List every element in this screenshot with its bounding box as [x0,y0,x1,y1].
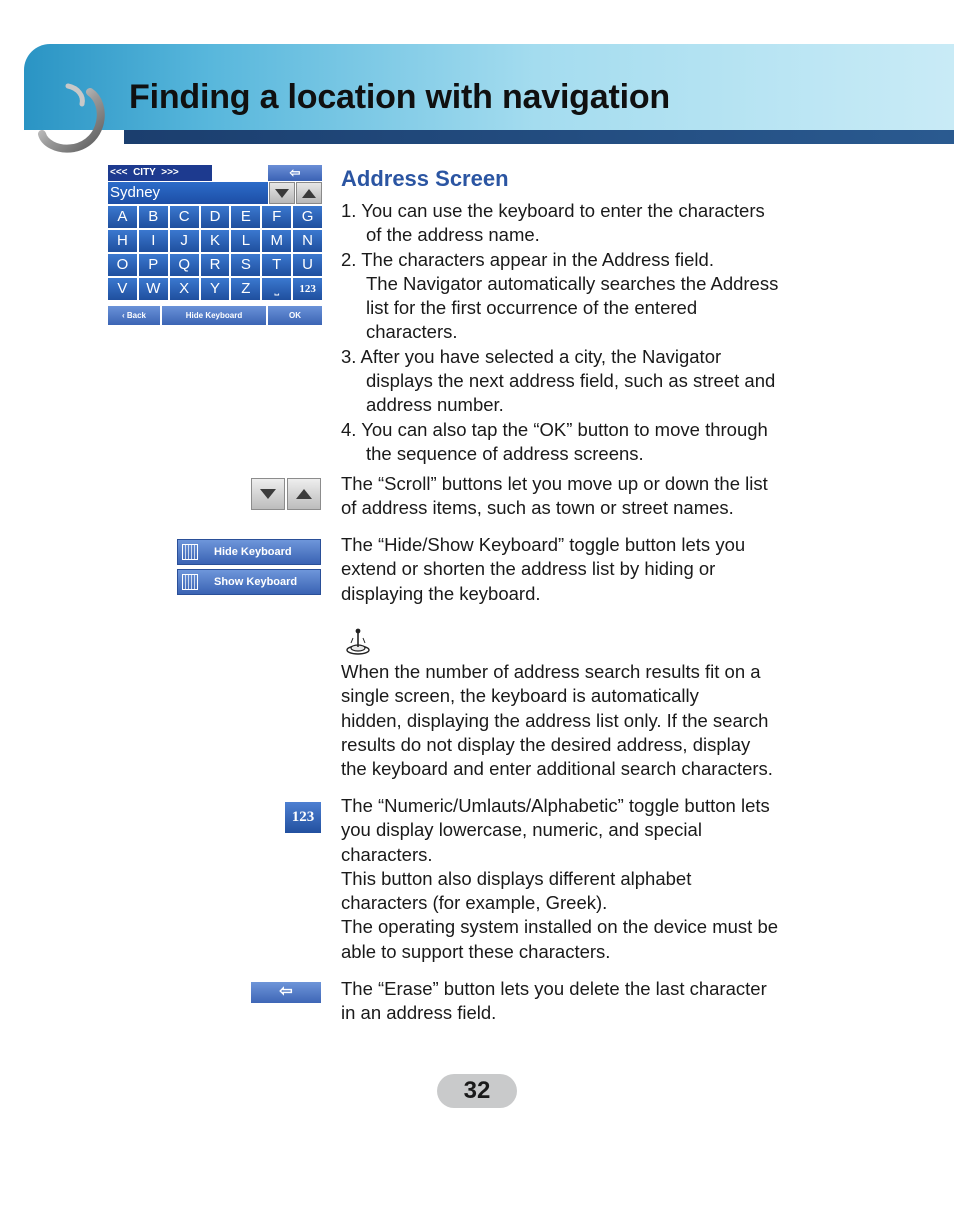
button-label: Show Keyboard [214,576,298,588]
key[interactable]: N [293,230,322,252]
keyboard-row [108,278,322,300]
triangle-down-icon [257,486,279,502]
address-field[interactable]: Sydney [108,182,268,204]
key[interactable]: X [170,278,199,300]
joystick-note-icon [343,626,373,656]
step-item [341,199,831,248]
text-line: the keyboard and enter additional search characters. [341,758,773,780]
banner-underline [124,130,954,144]
key[interactable]: R [201,254,230,276]
keyboard-icon [182,544,198,560]
keyboard-bottom-bar [108,306,322,325]
key[interactable]: Q [170,254,199,276]
key[interactable]: B [139,206,168,228]
scroll-up-button[interactable] [287,478,321,510]
key[interactable]: J [170,230,199,252]
step-text: address number. [366,394,504,416]
space-key[interactable]: ⎵ [262,278,291,300]
erase-button[interactable]: ⇦ [268,165,322,181]
scroll-down-button[interactable] [251,478,285,510]
header-banner [24,44,954,146]
keyboard-icon [182,574,198,590]
step-text: 1. You can use the keyboard to enter the characters [341,200,765,221]
text-line: This button also displays different alphabet [341,867,692,889]
text-line: The operating system installed on the device must be [341,916,779,938]
step-item [341,418,831,467]
hide-keyboard-button[interactable] [177,539,321,565]
key[interactable]: D [201,206,230,228]
key[interactable]: F [262,206,291,228]
step-item [341,345,831,418]
section-heading: Address Screen [341,166,509,191]
back-label: Back [126,311,146,320]
erase-button[interactable]: ⇦ [251,982,321,1003]
button-label: Hide Keyboard [214,546,292,558]
text-line: The “Erase” button lets you delete the last character [341,978,767,999]
step-text: The Navigator automatically searches the Address [366,272,779,294]
keyboard-row [108,206,322,228]
toggle-description [341,533,831,606]
step-text: list for the first occurrence of the entered [366,297,698,319]
key[interactable]: T [262,254,291,276]
key[interactable]: P [139,254,168,276]
key[interactable]: O [108,254,137,276]
key[interactable]: G [293,206,322,228]
scroll-down-button[interactable] [269,182,295,204]
address-keyboard-screenshot [108,165,322,325]
key[interactable]: L [231,230,260,252]
back-arrow-icon: ‹ [121,311,127,320]
numeric-description [341,794,831,964]
binder-ring-icon [38,82,112,156]
steps-list [341,199,831,466]
text-line: displaying the keyboard. [341,582,541,604]
scroll-buttons-sample [251,478,321,510]
step-text: of the address name. [366,224,540,246]
key[interactable]: M [262,230,291,252]
text-line: hidden, displaying the address list only. If the search [341,709,769,731]
step-text: 2. The characters appear in the Address field. [341,248,714,270]
step-text: characters. [366,321,458,343]
hide-keyboard-button[interactable]: Hide Keyboard [162,306,266,325]
text-line: in an address field. [341,1002,497,1024]
triangle-up-icon [293,486,315,502]
text-line: extend or shorten the address list by hiding or [341,558,716,580]
ok-button[interactable]: OK [268,306,322,325]
text-line: The “Scroll” buttons let you move up or down the list [341,473,768,494]
key[interactable]: W [139,278,168,300]
key[interactable]: K [201,230,230,252]
triangle-down-icon [270,183,294,203]
scroll-description [341,472,831,521]
note-text [341,660,831,781]
step-text: the sequence of address screens. [366,442,644,464]
numeric-toggle-key[interactable]: 123 [293,278,322,300]
scroll-up-button[interactable] [296,182,322,204]
text-line: characters (for example, Greek). [341,892,608,914]
text-line: you display lowercase, numeric, and special [341,819,702,841]
text-line: able to support these characters. [341,940,611,962]
key[interactable]: S [231,254,260,276]
page-number: 32 [437,1074,517,1108]
text-line: single screen, the keyboard is automatically [341,685,699,707]
key[interactable]: U [293,254,322,276]
text-line: When the number of address search results fit on a [341,661,761,682]
text-line: of address items, such as town or street names. [341,497,734,519]
keyboard-row [108,230,322,252]
page-title: Finding a location with navigation [129,78,670,116]
keyboard-row [108,254,322,276]
key[interactable]: C [170,206,199,228]
mode-selector-label[interactable]: <<< CITY >>> [108,165,212,181]
show-keyboard-button[interactable] [177,569,321,595]
step-text: displays the next address field, such as street and [366,370,776,392]
text-line: results do not display the desired address, display [341,733,751,755]
text-line: characters. [341,843,433,865]
step-item [341,248,831,345]
key[interactable]: H [108,230,137,252]
numeric-toggle-button[interactable]: 123 [285,802,321,833]
text-line: The “Hide/Show Keyboard” toggle button lets you [341,534,746,555]
back-button[interactable] [108,306,160,325]
step-text: 3. After you have selected a city, the Navigator [341,345,722,367]
triangle-up-icon [297,183,321,203]
key[interactable]: I [139,230,168,252]
text-line: The “Numeric/Umlauts/Alphabetic” toggle button lets [341,795,770,816]
key[interactable]: Y [201,278,230,300]
step-text: 4. You can also tap the “OK” button to move through [341,418,768,440]
keyboard-keys [108,206,322,302]
key[interactable]: A [108,206,137,228]
erase-description [341,977,831,1026]
key[interactable]: Z [231,278,260,300]
key[interactable]: V [108,278,137,300]
key[interactable]: E [231,206,260,228]
